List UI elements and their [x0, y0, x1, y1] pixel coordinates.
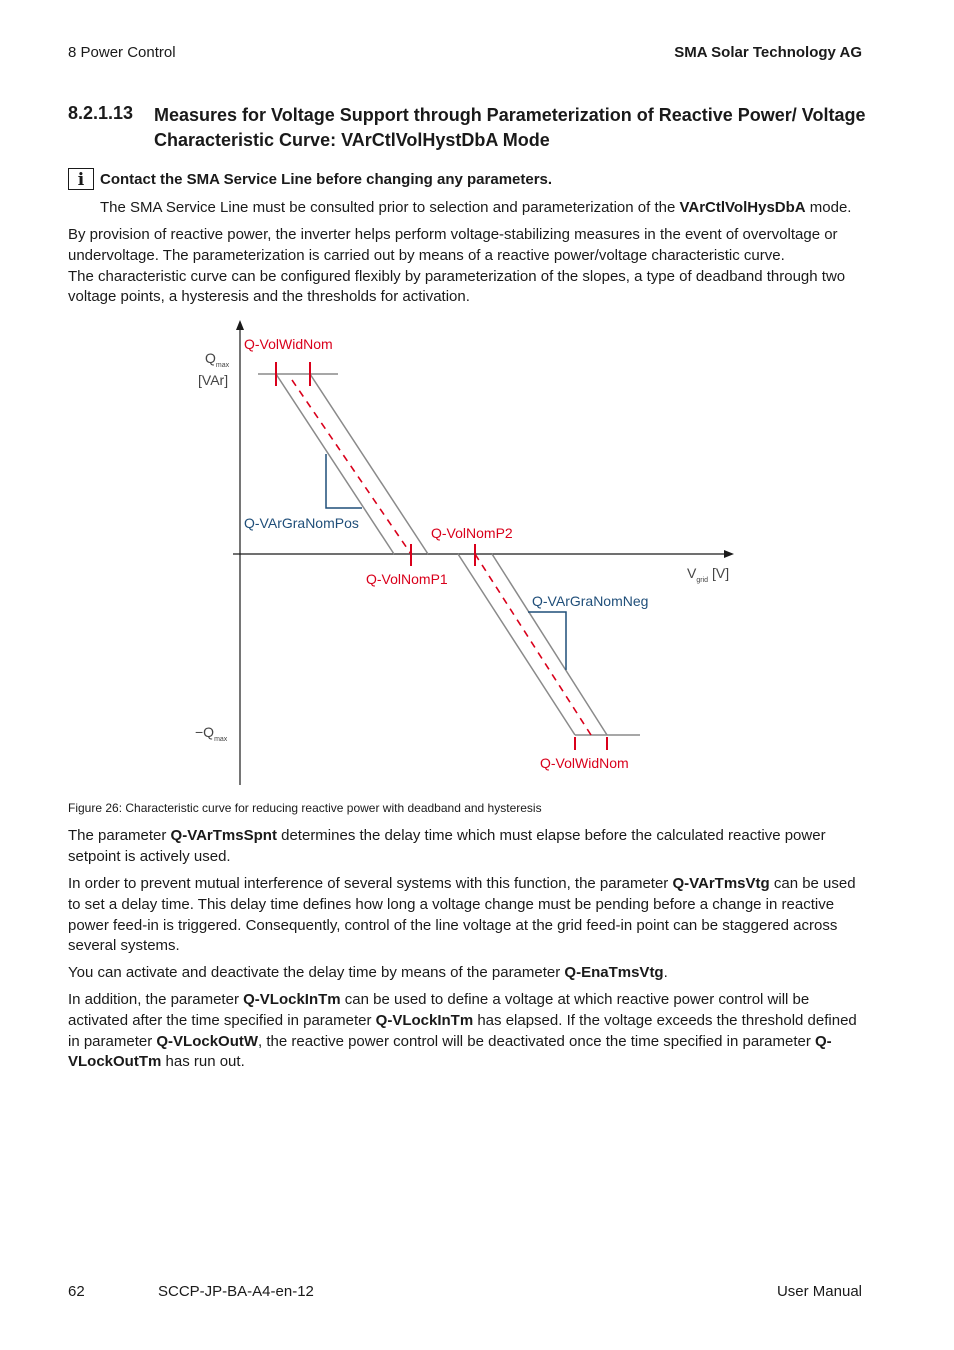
- intro-paragraph-2: The characteristic curve can be configured flexibly by parameterization of the slopes, a type of deadband through two voltage points, a hysteresis and the thresholds for activation.: [68, 267, 846, 306]
- section-title: Measures for Voltage Support through Parameterization of Reactive Power/ Voltage Characteristic Curve: VArCtlVolHystDbA Mode: [154, 105, 866, 150]
- intro-paragraph-1: By provision of reactive power, the inverter helps perform voltage-stabilizing measures in the event of overvoltage or undervoltage. The parameterization is carried out by means of a reactive power/voltage characteristic curve.: [68, 226, 838, 264]
- section-number: 8.2.1.13: [68, 103, 134, 123]
- label-vol-wid-nom-top: Q-VolWidNom: [244, 336, 333, 352]
- notice-body: The SMA Service Line must be consulted prior to selection and parameterization of the VArCtlVolHysDbA mode.: [100, 199, 852, 216]
- header-company: SMA Solar Technology AG: [674, 44, 862, 61]
- body-paragraph-3: You can activate and deactivate the delay time by means of the parameter Q-EnaTmsVtg.: [68, 964, 668, 981]
- info-icon: i: [68, 168, 94, 190]
- header-chapter: 8 Power Control: [68, 44, 176, 61]
- label-vol-nom-p2: Q-VolNomP2: [431, 525, 513, 541]
- lower-center-dashed-line: [475, 554, 591, 735]
- label-vol-wid-nom-bottom: Q-VolWidNom: [540, 755, 629, 771]
- pos-slope-triangle: [326, 454, 362, 508]
- y-axis-arrow: [236, 320, 244, 330]
- y-axis-neg-qmax-label: $-Q_{max}$: [195, 724, 228, 743]
- lower-band-right-line: [492, 554, 607, 735]
- label-vol-nom-p1: Q-VolNomP1: [366, 571, 448, 587]
- figure-caption: Figure 26: Characteristic curve for reducing reactive power with deadband and hysteresis: [68, 801, 542, 815]
- label-var-gra-nom-pos: Q-VArGraNomPos: [244, 515, 359, 531]
- footer-doc-id: SCCP-JP-BA-A4-en-12: [158, 1283, 314, 1300]
- x-axis-vgrid-label: $V_{grid}$ [V]: [687, 565, 730, 584]
- y-axis-unit-label: [VAr]: [198, 372, 229, 388]
- lower-band-left-line: [458, 554, 575, 735]
- footer-page-number: 62: [68, 1283, 85, 1300]
- body-paragraph-4: In addition, the parameter Q-VLockInTm can be used to define a voltage at which reactive power control will be activated after the time specified in parameter Q-VLockInTm has elapsed. If the voltage exceeds the threshold defined in parameter Q-VLockOutW, the reactive power control will be deactivated once the time specified in parameter Q-VLockOutTm has run out.: [68, 991, 857, 1071]
- footer-manual: User Manual: [776, 1283, 862, 1300]
- x-axis-arrow: [724, 550, 734, 558]
- y-axis-qmax-label: $Q_{max}$: [205, 350, 230, 369]
- label-var-gra-nom-neg: Q-VArGraNomNeg: [532, 593, 649, 609]
- body-paragraph-2: In order to prevent mutual interference of several systems with this function, the parameter Q-VArTmsVtg can be used to set a delay time. This delay time defines how long a voltage change must be pending before a change in reactive power feed-in is triggered. Consequently, control of the line voltage at the grid feed-in point can be staggered across several systems.: [68, 875, 856, 955]
- notice-title: Contact the SMA Service Line before changing any parameters.: [100, 171, 553, 188]
- body-paragraph-1: The parameter Q-VArTmsSpnt determines the delay time which must elapse before the calculated reactive power setpoint is actively used.: [68, 827, 826, 865]
